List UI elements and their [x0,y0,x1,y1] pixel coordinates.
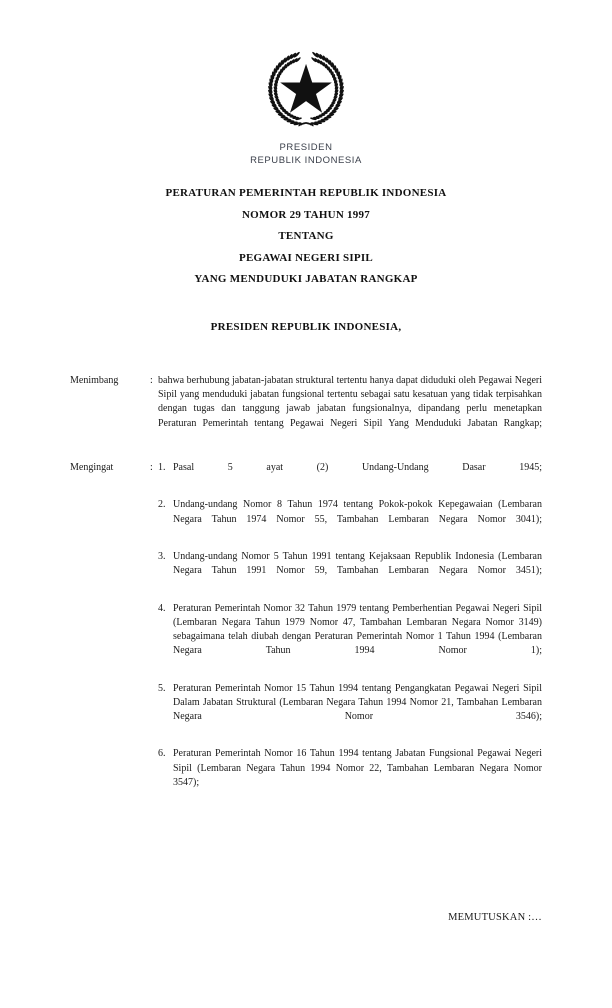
menimbang-paragraph: bahwa berhubung jabatan-jabatan struktural tertentu hanya dapat diduduki oleh Pegawai Negeri Sipil yang menduduki jabatan fungsional tertentu sebagai satu kesatuan yang tidak terpisahkan dengan tugas dan tanggung jawab jabatan fungsionalnya, dipandang perlu menetapkan Peraturan Pemerintah tentang Pegawai Negeri Sipil Yang Menduduki Jabatan Rangkap; [158,375,542,429]
list-item [158,550,542,593]
title-line-subject-1: PEGAWAI NEGERI SIPIL [239,251,373,264]
list-item-number: 2. [158,499,166,511]
list-item-number: 5. [158,682,166,694]
list-item [158,602,542,673]
list-item [158,682,542,739]
list-item-text: Pasal 5 ayat (2) Undang-Undang Dasar 1945; [173,462,542,474]
document-title-block [0,183,612,291]
signatory-heading: PRESIDEN REPUBLIK INDONESIA, [210,321,402,333]
list-item-number: 1. [158,462,166,474]
letterhead-line-republik-indonesia: REPUBLIK INDONESIA [250,154,362,166]
list-item-number: 6. [158,748,166,760]
list-item-text: Peraturan Pemerintah Nomor 16 Tahun 1994 tentang Jabatan Fungsional Pegawai Negeri Sipil (Lembaran Negara Tahun 1994 Nomor 22, Tambahan Lembaran Negara Nomor 3547); [173,748,542,788]
clause-colon-menimbang: : [150,375,153,386]
clause-body-menimbang [158,374,542,445]
clause-menimbang [70,374,542,445]
list-item-text: Peraturan Pemerintah Nomor 15 Tahun 1994 tentang Pengangkatan Pegawai Negeri Sipil Dalam Jabatan Struktural (Lembaran Negara Tahun 1994 Nomor 21, Tambahan Lembaran Negara Nomor 3546); [173,682,542,723]
star-shape [280,64,332,113]
list-item [158,498,542,541]
list-item [158,747,542,804]
list-item-number: 4. [158,602,166,614]
clause-label-mengingat: Mengingat [70,462,114,474]
letterhead [0,46,612,167]
title-line-subject-2: YANG MENDUDUKI JABATAN RANGKAP [194,273,418,285]
title-line-regulation: PERATURAN PEMERINTAH REPUBLIK INDONESIA [165,187,447,199]
title-line-about: TENTANG [278,230,334,242]
mengingat-list [158,461,542,804]
presidential-seal-star-wreath-icon [258,46,354,138]
list-item-text: Undang-undang Nomor 8 Tahun 1974 tentang Pokok-pokok Kepegawaian (Lembaran Negara Tahun 1974 Nomor 55, Tambahan Lembaran Negara Nomor 3041); [173,499,542,525]
clauses-section [70,374,542,804]
letterhead-text [0,142,612,167]
clause-mengingat [70,461,542,804]
clause-colon-mengingat: : [150,462,153,474]
list-item-number: 3. [158,551,166,563]
letterhead-line-presiden: PRESIDEN [279,142,333,153]
list-item-text: Undang-undang Nomor 5 Tahun 1991 tentang Kejaksaan Republik Indonesia (Lembaran Negara Tahun 1991 Nomor 59, Tambahan Lembaran Negara Nomor 3451); [173,551,542,577]
title-line-number: NOMOR 29 TAHUN 1997 [241,208,371,221]
clause-body-mengingat [158,461,542,804]
footer-continuation: MEMUTUSKAN :… [448,912,542,923]
clause-label-menimbang: Menimbang [70,375,119,386]
list-item-text: Peraturan Pemerintah Nomor 32 Tahun 1979 tentang Pemberhentian Pegawai Negeri Sipil (Lembaran Negara Tahun 1979 Nomor 47, Tambahan Lembaran Negara Nomor 3149) sebagaimana telah diubah dengan Peraturan Pemerintah Nomor 1 Tahun 1994 (Lembaran Negara Tahun 1994 Nomor 1); [173,602,542,657]
list-item [158,461,542,489]
